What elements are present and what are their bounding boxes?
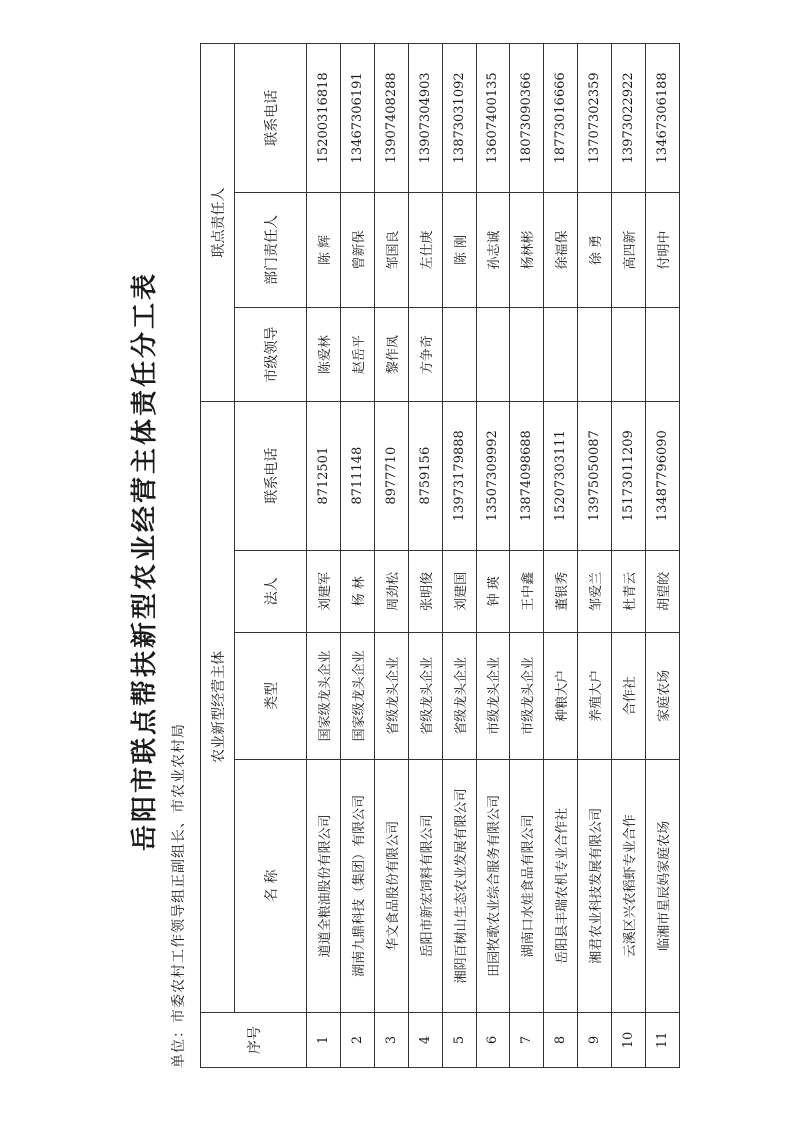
cell-legal: 杜青云 bbox=[612, 550, 646, 633]
cell-legal: 邹爱兰 bbox=[578, 550, 612, 633]
cell-dept-person: 孙志诚 bbox=[476, 192, 510, 308]
cell-contact-phone: 18773016666 bbox=[544, 44, 578, 193]
header-phone: 联系电话 bbox=[235, 401, 307, 550]
cell-phone: 8977710 bbox=[374, 401, 408, 550]
cell-phone: 8759156 bbox=[408, 401, 442, 550]
cell-contact-phone: 13907304903 bbox=[408, 44, 442, 193]
cell-name: 湖南口水娃食品有限公司 bbox=[510, 759, 544, 1012]
cell-dept-person: 陈 辉 bbox=[307, 192, 341, 308]
cell-city-leader: 黎作凤 bbox=[374, 308, 408, 402]
cell-name: 岳阳市新宏饲料有限公司 bbox=[408, 759, 442, 1012]
cell-type: 种粮大户 bbox=[544, 633, 578, 760]
cell-phone: 15207303111 bbox=[544, 401, 578, 550]
header-seq: 序号 bbox=[201, 1012, 307, 1067]
cell-name: 临湘市星辰妈家庭农场 bbox=[646, 759, 680, 1012]
cell-city-leader bbox=[476, 308, 510, 402]
cell-city-leader bbox=[646, 308, 680, 402]
cell-name: 湘君农业科技发展有限公司 bbox=[578, 759, 612, 1012]
cell-seq: 5 bbox=[442, 1012, 476, 1067]
table-row bbox=[510, 44, 544, 1068]
cell-contact-phone: 13467306191 bbox=[340, 44, 374, 193]
cell-name: 湖南九鼎科技（集团）有限公司 bbox=[340, 759, 374, 1012]
unit-line: 单位：市委农村工作领导组正副组长、市农业农村局 bbox=[171, 723, 187, 1068]
header-group-contact: 联点责任人 bbox=[201, 44, 235, 402]
cell-city-leader bbox=[442, 308, 476, 402]
cell-type: 国家级龙头企业 bbox=[340, 633, 374, 760]
header-row-group bbox=[201, 44, 235, 1068]
cell-seq: 11 bbox=[646, 1012, 680, 1067]
cell-seq: 2 bbox=[340, 1012, 374, 1067]
cell-seq: 3 bbox=[374, 1012, 408, 1067]
cell-seq: 9 bbox=[578, 1012, 612, 1067]
cell-contact-phone: 18073090366 bbox=[510, 44, 544, 193]
cell-seq: 10 bbox=[612, 1012, 646, 1067]
responsibility-table bbox=[200, 43, 680, 1068]
cell-legal: 胡望皎 bbox=[646, 550, 680, 633]
table-row bbox=[408, 44, 442, 1068]
cell-contact-phone: 13607400135 bbox=[476, 44, 510, 193]
cell-seq: 4 bbox=[408, 1012, 442, 1067]
header-legal: 法人 bbox=[235, 550, 307, 633]
table-row bbox=[307, 44, 341, 1068]
cell-dept-person: 左仕庚 bbox=[408, 192, 442, 308]
cell-phone: 13487796090 bbox=[646, 401, 680, 550]
cell-type: 省级龙头企业 bbox=[442, 633, 476, 760]
cell-seq: 8 bbox=[544, 1012, 578, 1067]
cell-dept-person: 邹国良 bbox=[374, 192, 408, 308]
cell-type: 国家级龙头企业 bbox=[307, 633, 341, 760]
cell-dept-person: 徐 勇 bbox=[578, 192, 612, 308]
header-group-subject: 农业新型经营主体 bbox=[201, 401, 235, 1012]
table-row bbox=[476, 44, 510, 1068]
cell-phone: 8712501 bbox=[307, 401, 341, 550]
cell-name: 田园牧歌农业综合服务有限公司 bbox=[476, 759, 510, 1012]
cell-city-leader bbox=[612, 308, 646, 402]
table-row bbox=[340, 44, 374, 1068]
cell-legal: 董银秀 bbox=[544, 550, 578, 633]
cell-phone: 13973179888 bbox=[442, 401, 476, 550]
cell-city-leader bbox=[510, 308, 544, 402]
cell-name: 湘阴百树山生态农业发展有限公司 bbox=[442, 759, 476, 1012]
cell-dept-person: 高四新 bbox=[612, 192, 646, 308]
cell-contact-phone: 13467306188 bbox=[646, 44, 680, 193]
cell-seq: 6 bbox=[476, 1012, 510, 1067]
cell-contact-phone: 13873031092 bbox=[442, 44, 476, 193]
header-type: 类型 bbox=[235, 633, 307, 760]
page-title: 岳阳市联点帮扶新型农业经营主体责任分工表 bbox=[130, 271, 160, 852]
cell-phone: 13874098688 bbox=[510, 401, 544, 550]
cell-name: 华文食品股份有限公司 bbox=[374, 759, 408, 1012]
cell-type: 养殖大户 bbox=[578, 633, 612, 760]
cell-legal: 刘建军 bbox=[307, 550, 341, 633]
header-contact-phone: 联系电话 bbox=[235, 44, 307, 193]
cell-city-leader: 方争奇 bbox=[408, 308, 442, 402]
cell-phone: 15173011209 bbox=[612, 401, 646, 550]
table-row bbox=[646, 44, 680, 1068]
table-row bbox=[612, 44, 646, 1068]
cell-dept-person: 曾新保 bbox=[340, 192, 374, 308]
cell-phone: 8711148 bbox=[340, 401, 374, 550]
cell-dept-person: 徐福保 bbox=[544, 192, 578, 308]
cell-contact-phone: 13707302359 bbox=[578, 44, 612, 193]
header-row-columns bbox=[235, 44, 307, 1068]
cell-dept-person: 付明中 bbox=[646, 192, 680, 308]
cell-city-leader: 赵岳平 bbox=[340, 308, 374, 402]
header-name: 名 称 bbox=[235, 759, 307, 1012]
cell-seq: 7 bbox=[510, 1012, 544, 1067]
cell-city-leader bbox=[544, 308, 578, 402]
table-row bbox=[578, 44, 612, 1068]
cell-contact-phone: 13907408288 bbox=[374, 44, 408, 193]
cell-type: 市级龙头企业 bbox=[510, 633, 544, 760]
cell-legal: 杨 林 bbox=[340, 550, 374, 633]
cell-seq: 1 bbox=[307, 1012, 341, 1067]
table-row bbox=[544, 44, 578, 1068]
cell-city-leader bbox=[578, 308, 612, 402]
cell-legal: 张明俊 bbox=[408, 550, 442, 633]
cell-phone: 13975050087 bbox=[578, 401, 612, 550]
cell-name: 云溪区兴农稻虾专业合作 bbox=[612, 759, 646, 1012]
header-dept-person: 部门责任人 bbox=[235, 192, 307, 308]
cell-legal: 王中鑫 bbox=[510, 550, 544, 633]
table-row bbox=[374, 44, 408, 1068]
cell-legal: 周劲松 bbox=[374, 550, 408, 633]
cell-city-leader: 陈爱林 bbox=[307, 308, 341, 402]
cell-type: 省级龙头企业 bbox=[374, 633, 408, 760]
cell-contact-phone: 15200316818 bbox=[307, 44, 341, 193]
cell-type: 省级龙头企业 bbox=[408, 633, 442, 760]
cell-name: 道道全粮油股份有限公司 bbox=[307, 759, 341, 1012]
cell-name: 岳阳县丰瑞农机专业合作社 bbox=[544, 759, 578, 1012]
cell-dept-person: 杨林彬 bbox=[510, 192, 544, 308]
cell-legal: 钟 瑛 bbox=[476, 550, 510, 633]
table-body bbox=[201, 44, 680, 1068]
cell-phone: 13507309992 bbox=[476, 401, 510, 550]
cell-contact-phone: 13973022922 bbox=[612, 44, 646, 193]
table-row bbox=[442, 44, 476, 1068]
cell-legal: 刘建国 bbox=[442, 550, 476, 633]
cell-type: 家庭农场 bbox=[646, 633, 680, 760]
header-city-leader: 市级领导 bbox=[235, 308, 307, 402]
cell-type: 市级龙头企业 bbox=[476, 633, 510, 760]
cell-dept-person: 陈 刚 bbox=[442, 192, 476, 308]
cell-type: 合作社 bbox=[612, 633, 646, 760]
